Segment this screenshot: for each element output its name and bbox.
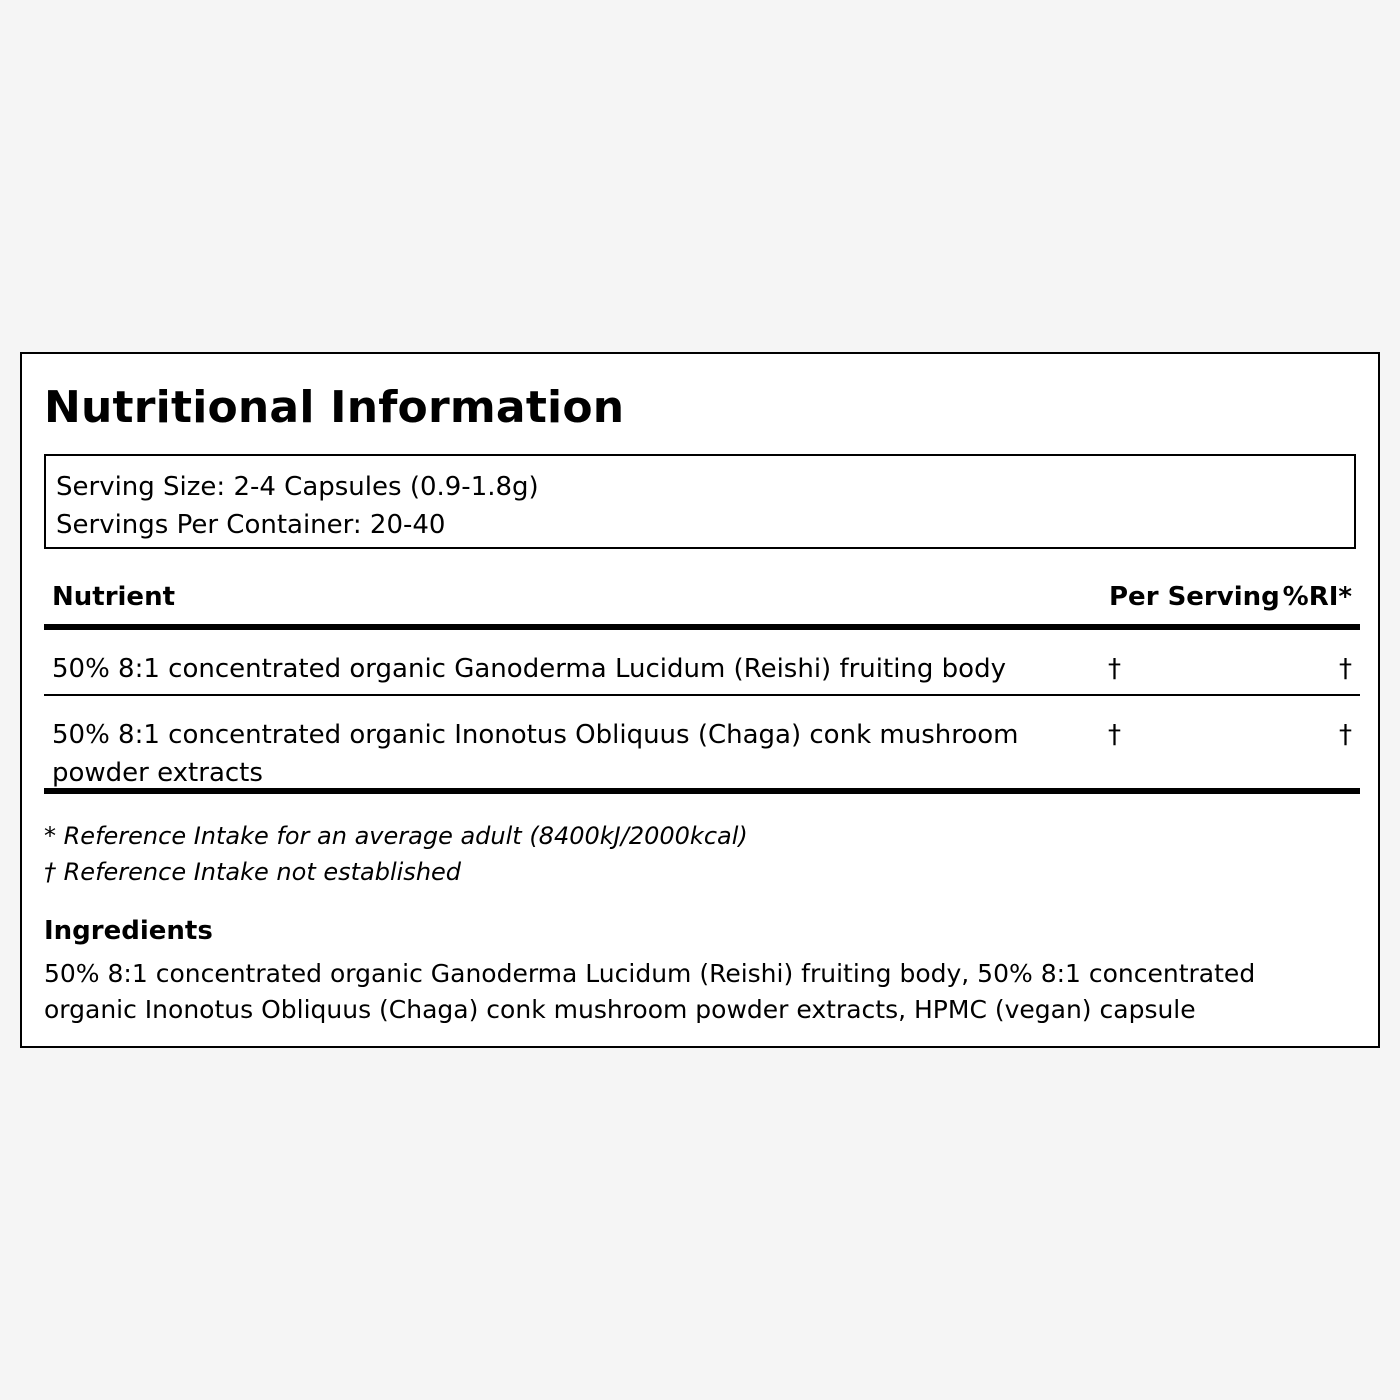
ri-value: † (1339, 654, 1352, 684)
nutrient-name: 50% 8:1 concentrated organic Ganoderma Lucidum (Reishi) fruiting body (52, 654, 1006, 684)
nutrient-table (44, 574, 1360, 794)
footnote-reference-intake: * Reference Intake for an average adult (8400kJ/2000kcal) (44, 822, 748, 850)
ri-value: † (1339, 720, 1352, 750)
nutrition-label (20, 352, 1380, 1048)
table-row (44, 630, 1360, 696)
table-header (44, 574, 1360, 630)
ingredients-heading: Ingredients (44, 916, 213, 946)
column-header-ri: %RI* (1282, 582, 1352, 612)
label-title: Nutritional Information (44, 382, 625, 433)
table-row (44, 696, 1360, 794)
ingredients-text: 50% 8:1 concentrated organic Ganoderma Lucidum (Reishi) fruiting body, 50% 8:1 concentrated organic Inonotus Obliquus (Chaga) conk mushroom powder extracts, HPMC (vegan) capsule (44, 959, 1256, 1024)
serving-size: Serving Size: 2-4 Capsules (0.9-1.8g) (56, 472, 539, 502)
footnotes (44, 818, 1344, 890)
per-serving-value: † (1108, 720, 1121, 750)
column-header-nutrient: Nutrient (52, 582, 176, 612)
serving-info-box (44, 454, 1356, 549)
servings-per-container: Servings Per Container: 20-40 (56, 510, 446, 540)
column-header-per-serving: Per Serving (1109, 582, 1280, 612)
footnote-not-established: † Reference Intake not established (44, 858, 462, 886)
per-serving-value: † (1108, 654, 1121, 684)
nutrient-name: 50% 8:1 concentrated organic Inonotus Obliquus (Chaga) conk mushroom powder extracts (52, 720, 1019, 788)
